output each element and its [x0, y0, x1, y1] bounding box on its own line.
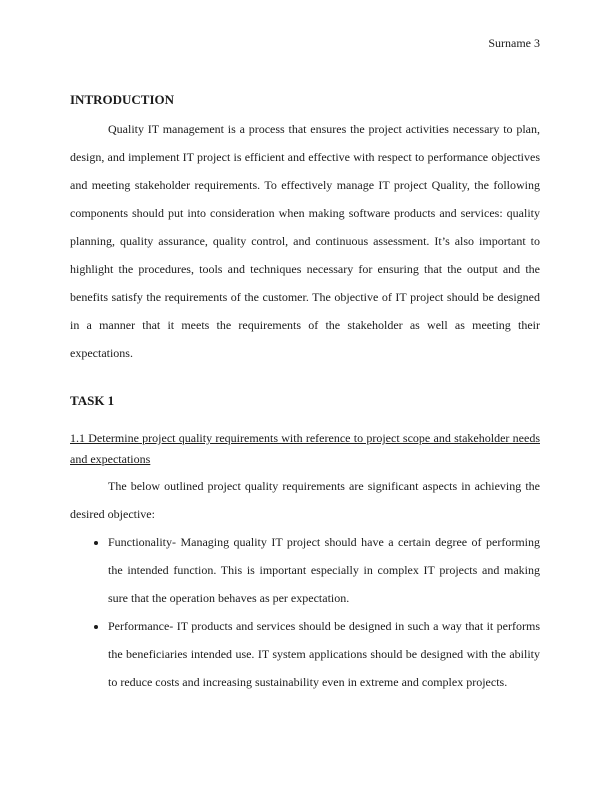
introduction-paragraph: Quality IT management is a process that ensures the project activities necessary to plan, design, and implement IT project is efficient and effective with respect to performance objectives and meeting stakeholder requirements. To effectively manage IT project Quality, the following components should put into consideration when making software products and services: quality planning, quality assurance, quality control, and continuous assessment. It’s also important to highlight the procedures, tools and techniques necessary for ensuring that the output and the benefits satisfy the requirements of the customer. The objective of IT project should be designed in a manner that it meets the requirements of the stakeholder as well as meeting their expectations. [70, 122, 540, 360]
task1-subsection-heading: 1.1 Determine project quality requirements with reference to project scope and stakeholder needs and expectations [70, 431, 540, 466]
task1-heading: TASK 1 [70, 393, 115, 408]
introduction-heading: INTRODUCTION [70, 92, 175, 107]
quality-requirements-list [70, 528, 540, 696]
bullet-item-performance: • Performance- IT products and services should be designed in such a way that it performs the beneficiaries intended use. IT system applications should be designed with the ability to reduce costs and increasing sustainability even in extreme and complex projects. [108, 612, 540, 696]
page-header [70, 36, 540, 50]
bullet-item-functionality: • Functionality- Managing quality IT project should have a certain degree of performing the intended function. This is important especially in complex IT projects and making sure that the operation behaves as per expectation. [108, 528, 540, 612]
header-surname-page-number: Surname 3 [488, 36, 540, 50]
task1-lead-paragraph: The below outlined project quality requirements are significant aspects in achieving the desired objective: [70, 479, 540, 521]
